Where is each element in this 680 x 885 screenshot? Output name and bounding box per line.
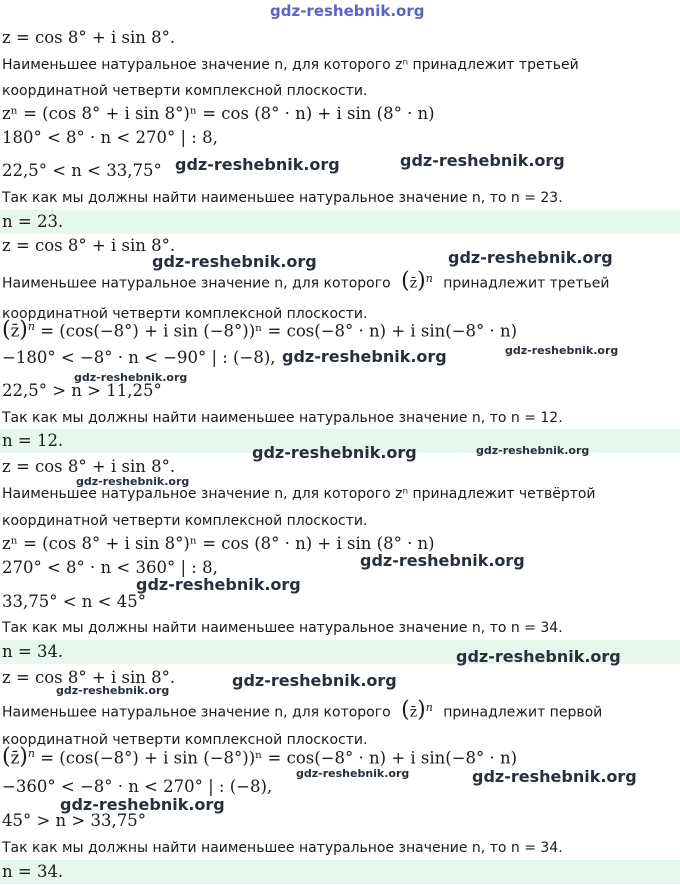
b1-conclusion: Так как мы должны найти наименьшее натуральное значение n, то n = 23. <box>2 190 563 206</box>
b4-inequality-2: 45° > n > 33,75° <box>2 811 146 830</box>
watermark: gdz-reshebnik.org <box>448 248 613 267</box>
watermark: gdz-reshebnik.org <box>505 344 619 357</box>
b2-inequality-2: 22,5° > n > 11,25° <box>2 381 162 400</box>
watermark: gdz-reshebnik.org <box>456 647 621 666</box>
watermark: gdz-reshebnik.org <box>472 767 637 786</box>
watermark: gdz-reshebnik.org <box>476 444 590 457</box>
b3-inequality-1: 270° < 8° · n < 360° | : 8, <box>2 558 218 577</box>
b3-question-line2: координатной четверти комплексной плоскости. <box>2 513 368 529</box>
b4-question-text-a: Наименьшее натуральное значение n, для которого <box>2 704 391 721</box>
z-conjugate-power: (z̄)$^n$ <box>2 744 35 770</box>
watermark: gdz-reshebnik.org <box>360 551 525 570</box>
b4-conclusion: Так как мы должны найти наименьшее натуральное значение n, то n = 34. <box>2 840 563 856</box>
z-conjugate-power: (z̄)$^n$ <box>401 697 433 723</box>
b1-z-definition: z = cos 8° + i sin 8°. <box>2 28 176 47</box>
b2-question-text-b: принадлежит третьей <box>443 275 610 292</box>
watermark: gdz-reshebnik.org <box>232 671 397 690</box>
z-conjugate-power: (z̄)$^n$ <box>401 268 433 294</box>
b1-inequality-1: 180° < 8° · n < 270° | : 8, <box>2 128 218 147</box>
b4-z-definition: z = cos 8° + i sin 8°. <box>2 668 176 687</box>
watermark: gdz-reshebnik.org <box>60 795 225 814</box>
b2-question-line2-cut: координатной четверти комплексной плоскости. <box>2 306 368 322</box>
watermark: gdz-reshebnik.org <box>400 151 565 170</box>
b2-answer: n = 12. <box>2 431 64 450</box>
watermark: gdz-reshebnik.org <box>56 684 170 697</box>
b1-answer: n = 23. <box>2 212 64 231</box>
b3-question-line1: Наименьшее натуральное значение n, для которого zⁿ принадлежит четвёртой <box>2 486 596 502</box>
watermark: gdz-reshebnik.org <box>76 475 190 488</box>
b4-question-line2-cut: координатной четверти комплексной плоскости. <box>2 732 368 748</box>
b4-power-equation: (z̄)$^n$ = (cos(−8°) + i sin (−8°))ⁿ = cos(−8° · n) + i sin(−8° · n) <box>2 744 518 770</box>
b3-conclusion: Так как мы должны найти наименьшее натуральное значение n, то n = 34. <box>2 620 563 636</box>
b1-inequality-2: 22,5° < n < 33,75° <box>2 161 162 180</box>
z-conjugate-power: (z̄)$^n$ <box>2 317 35 343</box>
b2-question-text-a: Наименьшее натуральное значение n, для которого <box>2 275 391 292</box>
b4-question-text-b: принадлежит первой <box>443 704 603 721</box>
answer-highlight-4 <box>0 860 680 884</box>
b2-conclusion: Так как мы должны найти наименьшее натуральное значение n, то n = 12. <box>2 410 563 426</box>
watermark: gdz-reshebnik.org <box>152 252 317 271</box>
b4-answer: n = 34. <box>2 862 64 881</box>
b3-inequality-2: 33,75° < n < 45° <box>2 592 146 611</box>
watermark-top: gdz-reshebnik.org <box>270 2 425 20</box>
b4-inequality-1: −360° < −8° · n < 270° | : (−8), <box>2 777 273 796</box>
watermark: gdz-reshebnik.org <box>252 443 417 462</box>
watermark: gdz-reshebnik.org <box>296 767 410 780</box>
b4-question-line1 <box>2 698 602 723</box>
b1-question-line2: координатной четверти комплексной плоскости. <box>2 83 368 99</box>
watermark: gdz-reshebnik.org <box>136 575 301 594</box>
b1-question-line1: Наименьшее натуральное значение n, для которого zⁿ принадлежит третьей <box>2 57 579 73</box>
b1-power-equation: zⁿ = (cos 8° + i sin 8°)ⁿ = cos (8° · n) + i sin (8° · n) <box>2 104 435 123</box>
b3-z-definition: z = cos 8° + i sin 8°. <box>2 457 176 476</box>
b3-power-equation: zⁿ = (cos 8° + i sin 8°)ⁿ = cos (8° · n) + i sin (8° · n) <box>2 534 435 553</box>
b2-power-equation: (z̄)$^n$ = (cos(−8°) + i sin (−8°))ⁿ = cos(−8° · n) + i sin(−8° · n) <box>2 317 518 343</box>
watermark: gdz-reshebnik.org <box>175 155 340 174</box>
watermark: gdz-reshebnik.org <box>282 347 447 366</box>
watermark: gdz-reshebnik.org <box>74 371 188 384</box>
b2-inequality-1: −180° < −8° · n < −90° | : (−8), <box>2 348 276 367</box>
b2-z-definition: z = cos 8° + i sin 8°. <box>2 236 176 255</box>
b3-answer: n = 34. <box>2 642 64 661</box>
answer-highlight-1 <box>0 210 680 234</box>
b2-question-line1 <box>2 269 609 294</box>
